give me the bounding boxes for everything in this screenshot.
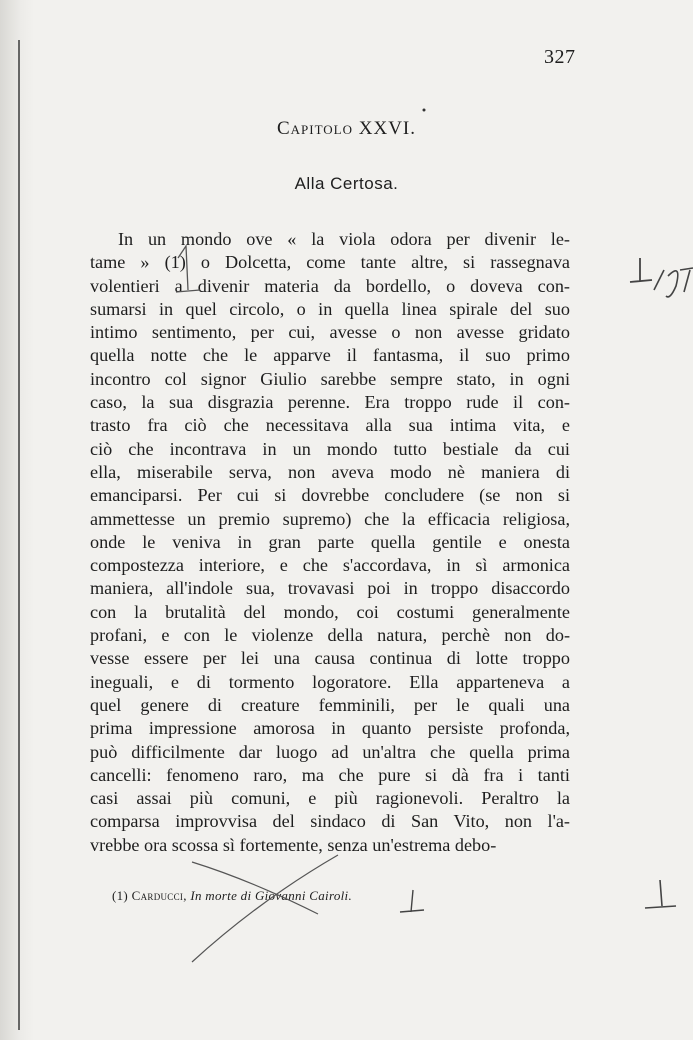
text-line: onde le veniva in gran parte quella gentile e onesta bbox=[90, 531, 570, 552]
text-line: comparsa improvvisa del sindaco di San Vito, non l'a- bbox=[90, 811, 570, 832]
text-line: ammettesse un premio supremo) che la efficacia religiosa, bbox=[90, 508, 570, 529]
pencil-cross-stroke-1 bbox=[192, 862, 318, 914]
text-line: ella, miserabile serva, non aveva modo nè maniera di bbox=[90, 461, 570, 482]
text-line: vesse essere per lei una causa continua di lotte troppo bbox=[90, 648, 570, 669]
margin-mark-bottom bbox=[645, 880, 676, 908]
text-line: In un mondo ove « la viola odora per divenir le- bbox=[118, 229, 570, 249]
text-line: ciò che incontrava in un mondo tutto bestiale da cui bbox=[90, 438, 570, 459]
margin-note-slash bbox=[654, 270, 664, 290]
text-line: volentieri a divenir materia da bordello, o doveva con- bbox=[90, 275, 570, 296]
text-line: può difficilmente dar luogo ad un'altra che quella prima bbox=[90, 741, 570, 762]
pencil-cross-stroke-2 bbox=[192, 855, 338, 962]
page-number: 327 bbox=[544, 46, 576, 68]
footnote-marker: (1) bbox=[112, 888, 129, 903]
text-line: cancelli: fenomeno raro, ma che pure si dà fra i tanti bbox=[90, 764, 570, 785]
text-line: vrebbe ora scossa sì fortemente, senza un'estrema debo- bbox=[90, 834, 497, 855]
margin-note-nine bbox=[666, 271, 678, 297]
text-line: caso, la sua disgrazia perenne. Era troppo rude il con- bbox=[90, 392, 570, 413]
text-line: emanciparsi. Per cui si dovrebbe concludere (se non si bbox=[90, 485, 570, 506]
text-line: incontro col signor Giulio sarebbe sempre stato, in ogni bbox=[90, 368, 570, 389]
text-line: tame » (1) o Dolcetta, come tante altre, si rassegnava bbox=[90, 252, 570, 273]
text-line: con la brutalità del mondo, coi costumi generalmente bbox=[90, 601, 570, 622]
margin-note-seven bbox=[680, 268, 693, 292]
text-line: sumarsi in quel circolo, o in quella linea spirale del suo bbox=[90, 298, 570, 319]
text-line: quel genere di creature femminili, per le quali una bbox=[90, 694, 570, 715]
text-line: casi assai più comuni, e più ragionevoli. Peraltro la bbox=[90, 788, 570, 809]
text-line: intimo sentimento, per cui, avesse o non avesse gridato bbox=[90, 322, 570, 343]
text-line: trasto fra ciò che necessitava alla sua intima vita, e bbox=[90, 415, 570, 436]
chapter-heading: Capitolo XXVI. bbox=[276, 118, 417, 139]
text-line: maniera, all'indole sua, trovavasi poi in troppo disaccordo bbox=[90, 578, 570, 599]
text-line: prima impressione amorosa in quanto persiste profonda, bbox=[90, 718, 570, 739]
section-title: Alla Certosa. bbox=[294, 174, 399, 193]
footnote-work: In morte di Giovanni Cairoli. bbox=[190, 888, 353, 903]
pencil-mark-footnote-ref bbox=[176, 246, 200, 292]
margin-note-digit bbox=[630, 258, 652, 282]
text-line: quella notte che le apparve il fantasma, il suo primo bbox=[90, 345, 570, 366]
text-line: profani, e con le violenze della natura, perchè non do- bbox=[90, 625, 570, 646]
pencil-tick-footnote bbox=[400, 890, 424, 912]
ink-dot bbox=[423, 109, 426, 112]
text-line: compostezza interiore, e che s'accordava, in sì armonica bbox=[90, 555, 570, 576]
footnote-author: Carducci, bbox=[131, 888, 187, 903]
text-line: ineguali, e di tormento logoratore. Ella apparteneva a bbox=[90, 671, 570, 692]
